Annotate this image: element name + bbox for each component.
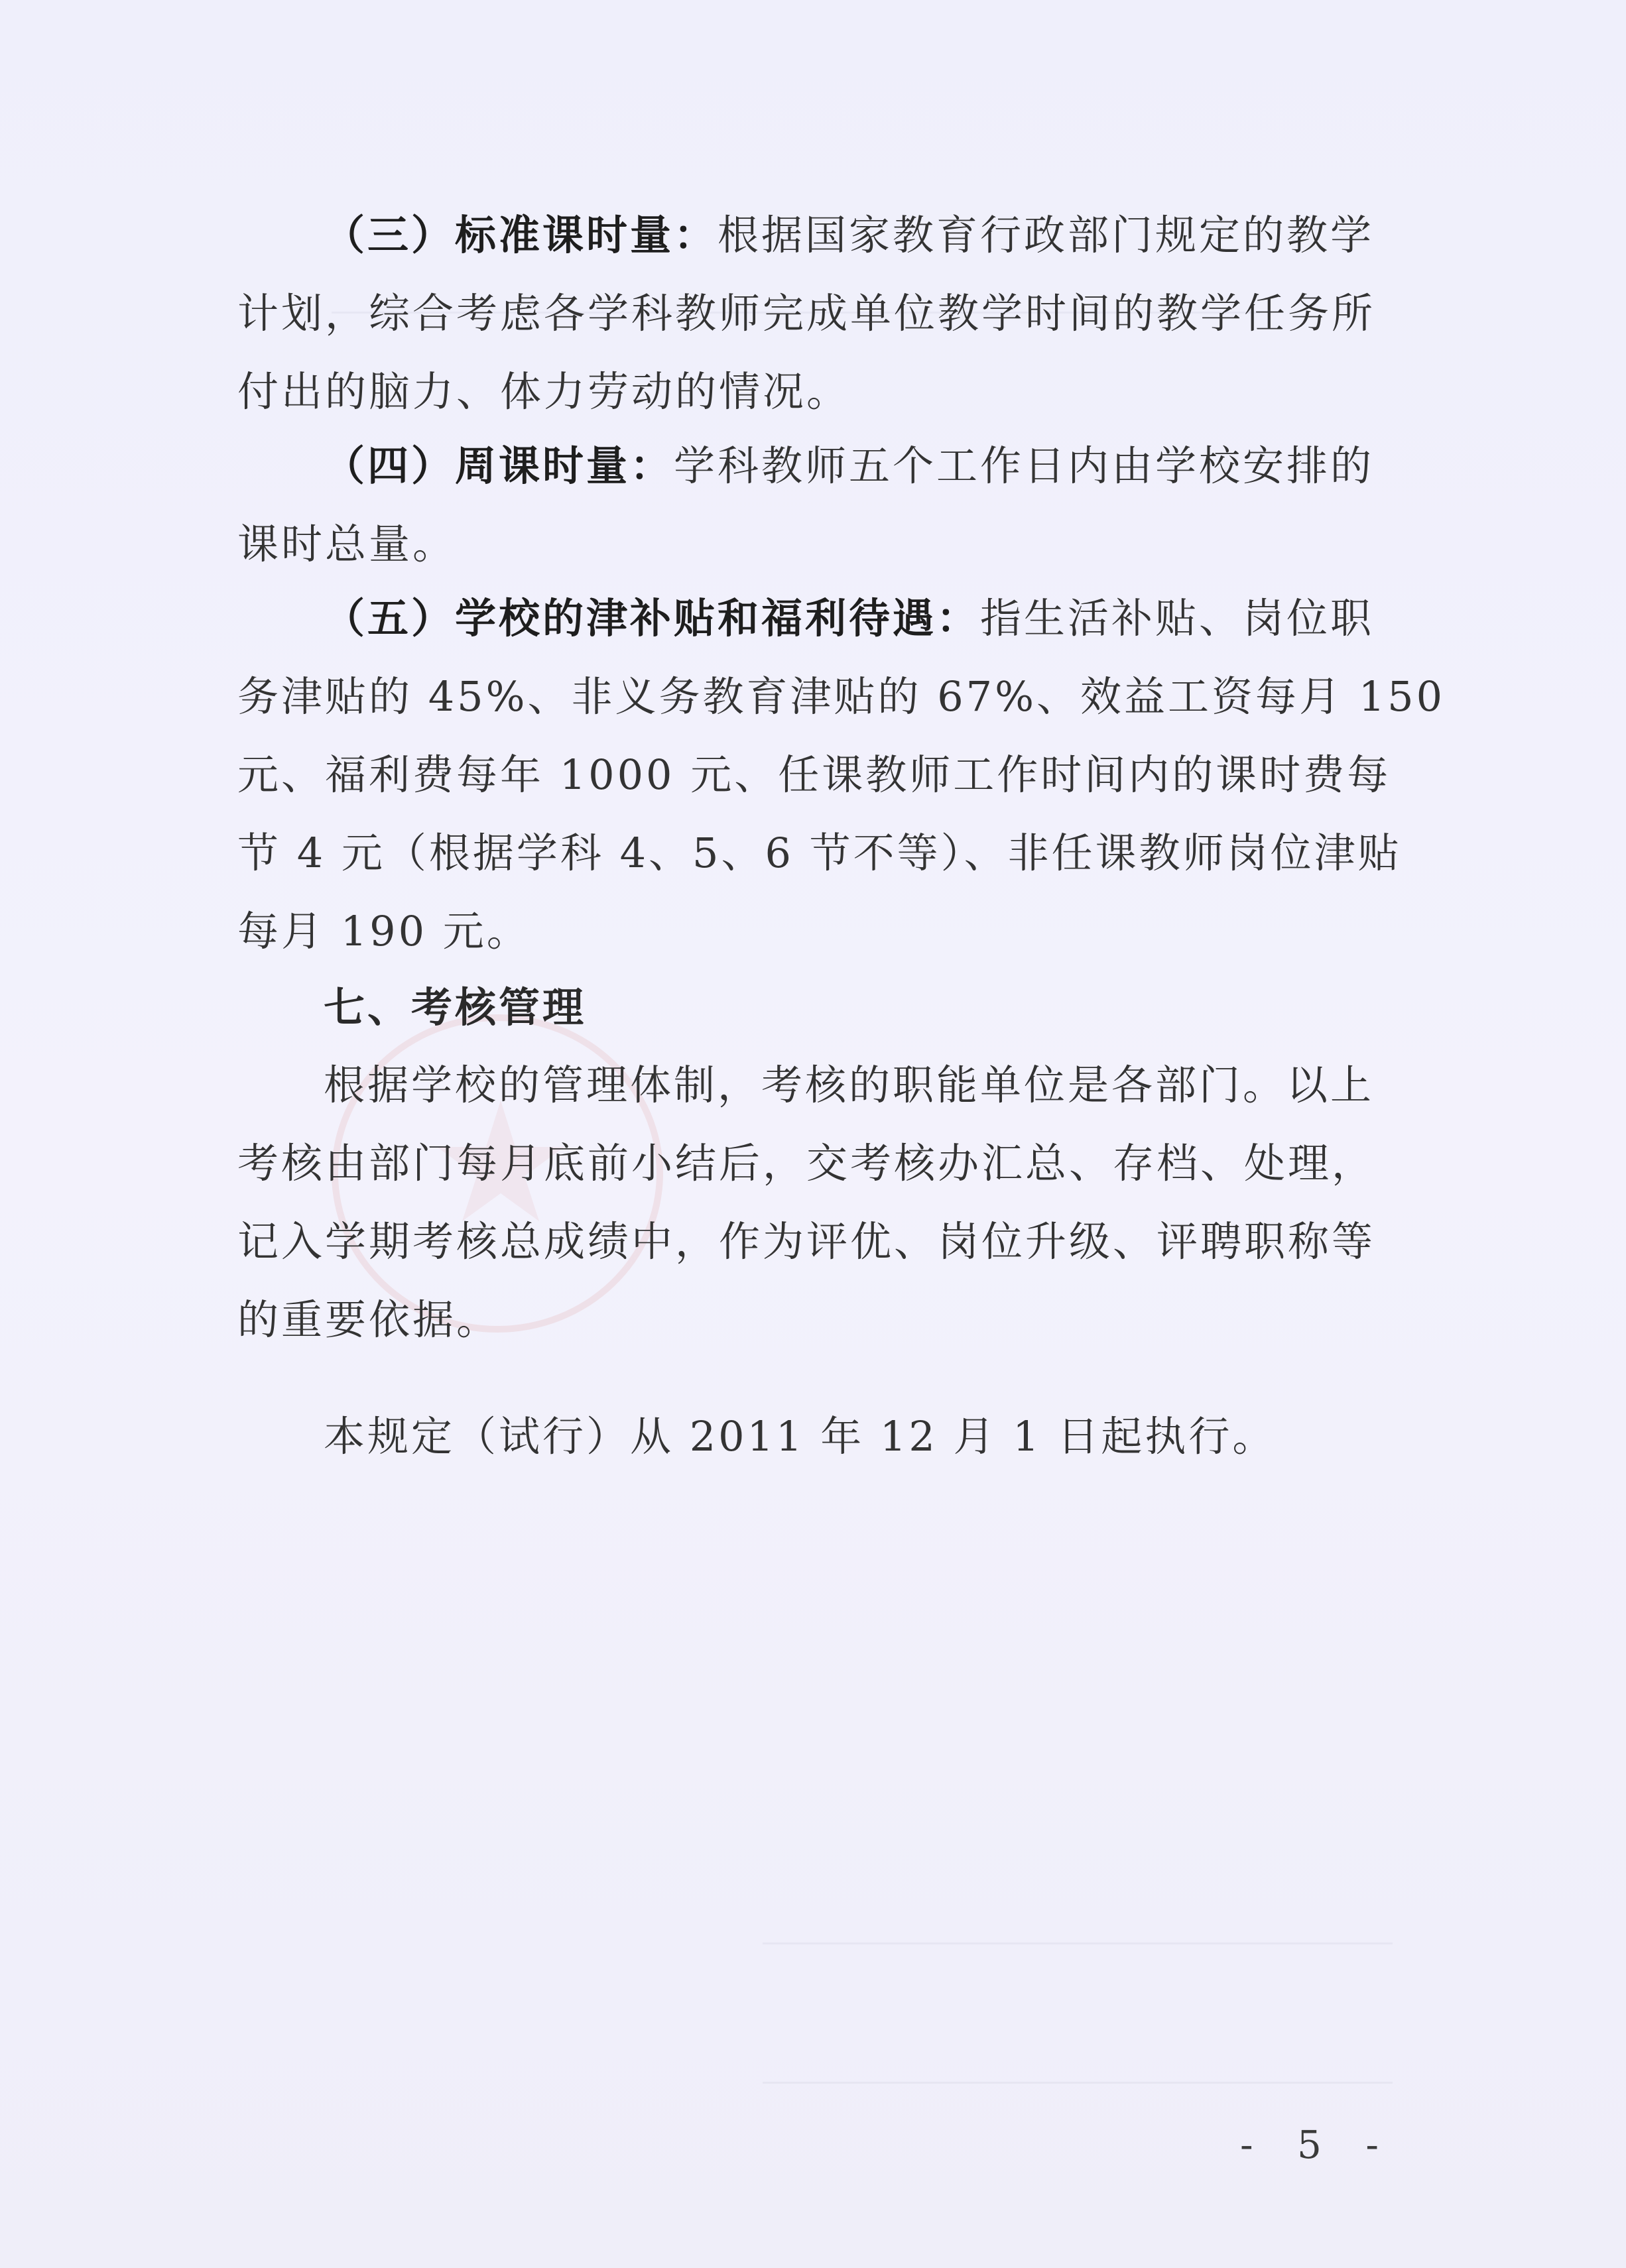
item-3-line-1 — [324, 209, 1391, 262]
item-3-text: 根据国家教育行政部门规定的教学 — [718, 211, 1375, 259]
item-3-line-3: 付出的脑力、体力劳动的情况。 — [237, 367, 851, 416]
item-4-label: （四）周课时量： — [324, 442, 674, 490]
show-through-rule — [763, 1942, 1393, 1944]
item-4-text: 学科教师五个工作日内由学校安排的 — [674, 442, 1375, 490]
item-5-label: （五）学校的津补贴和福利待遇： — [324, 594, 981, 642]
show-through-rule — [763, 2082, 1393, 2084]
item-5-line-5: 每月 190 元。 — [237, 907, 531, 955]
item-5-line-4: 节 4 元（根据学科 4、5、6 节不等）、非任课教师岗位津贴 — [237, 829, 1402, 877]
item-3-line-2: 计划，综合考虑各学科教师完成单位教学时间的教学任务所 — [237, 289, 1376, 337]
item-5-line-3: 元、福利费每年 1000 元、任课教师工作时间内的课时费每 — [237, 750, 1391, 799]
item-4-line-1 — [324, 440, 1391, 493]
item-5-line-2: 务津贴的 45%、非义务教育津贴的 67%、效益工资每月 150 — [237, 672, 1446, 721]
section-paragraph-line-1: 根据学校的管理体制，考核的职能单位是各部门。以上 — [324, 1061, 1375, 1109]
section-heading: 七、考核管理 — [324, 983, 587, 1032]
section-paragraph-line-4: 的重要依据。 — [237, 1295, 501, 1344]
item-3-label: （三）标准课时量： — [324, 211, 718, 259]
item-5-line-1 — [324, 592, 1391, 645]
page-number: - 5 - — [1240, 2122, 1395, 2167]
section-paragraph-line-2: 考核由部门每月底前小结后，交考核办汇总、存档、处理， — [237, 1139, 1376, 1187]
section-paragraph-line-3: 记入学期考核总成绩中，作为评优、岗位升级、评聘职称等 — [237, 1217, 1376, 1266]
item-4-line-2: 课时总量。 — [237, 520, 457, 568]
item-5-text: 指生活补贴、岗位职 — [980, 594, 1375, 642]
closing-statement: 本规定（试行）从 2011 年 12 月 1 日起执行。 — [324, 1412, 1277, 1461]
